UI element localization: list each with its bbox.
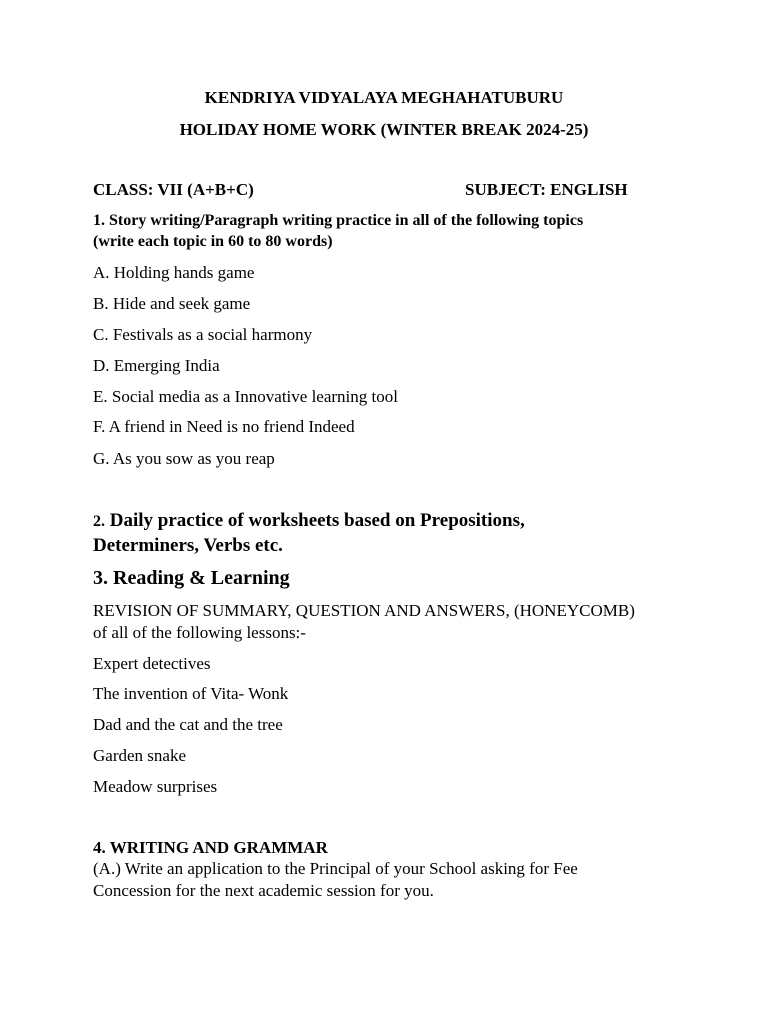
section1-heading-line2: (write each topic in 60 to 80 words) [93,233,333,250]
school-name: KENDRIYA VIDYALAYA MEGHAHATUBURU [204,88,564,107]
topic-item: F. A friend in Need is no friend Indeed [93,417,355,436]
lesson-item: The invention of Vita- Wonk [93,684,289,703]
section3-intro-line1: REVISION OF SUMMARY, QUESTION AND ANSWERS, (HONEYCOMB) [93,601,635,620]
section3-intro-line2: of all of the following lessons:- [93,623,306,642]
lesson-item: Meadow surprises [93,777,218,796]
topic-item: C. Festivals as a social harmony [93,325,313,344]
section4-heading: 4. WRITING AND GRAMMAR [93,838,328,857]
topic-item: D. Emerging India [93,356,220,375]
topic-item: A. Holding hands game [93,263,255,282]
section2-number: 2. [93,513,105,530]
topic-item: E. Social media as a Innovative learning tool [93,387,398,406]
lesson-item: Expert detectives [93,654,211,673]
topic-item: B. Hide and seek game [93,294,251,313]
lesson-item: Garden snake [93,746,186,765]
section4-task-line2: Concession for the next academic session for you. [93,881,434,900]
class-label: CLASS: VII (A+B+C) [93,180,254,199]
section3-heading: 3. Reading & Learning [93,567,290,589]
subject-label: SUBJECT: ENGLISH [465,180,628,199]
section4-task-line1: (A.) Write an application to the Principal of your School asking for Fee [93,859,578,878]
section1-heading-line1: 1. Story writing/Paragraph writing practice in all of the following topics [93,212,584,229]
section2-heading-line2: Determiners, Verbs etc. [93,535,283,556]
section2-heading-line1 [93,510,525,532]
section2-heading-text: Daily practice of worksheets based on Prepositions, [109,510,525,531]
topic-item: G. As you sow as you reap [93,449,275,468]
holiday-title: HOLIDAY HOME WORK (WINTER BREAK 2024-25) [179,120,589,139]
lesson-item: Dad and the cat and the tree [93,715,283,734]
